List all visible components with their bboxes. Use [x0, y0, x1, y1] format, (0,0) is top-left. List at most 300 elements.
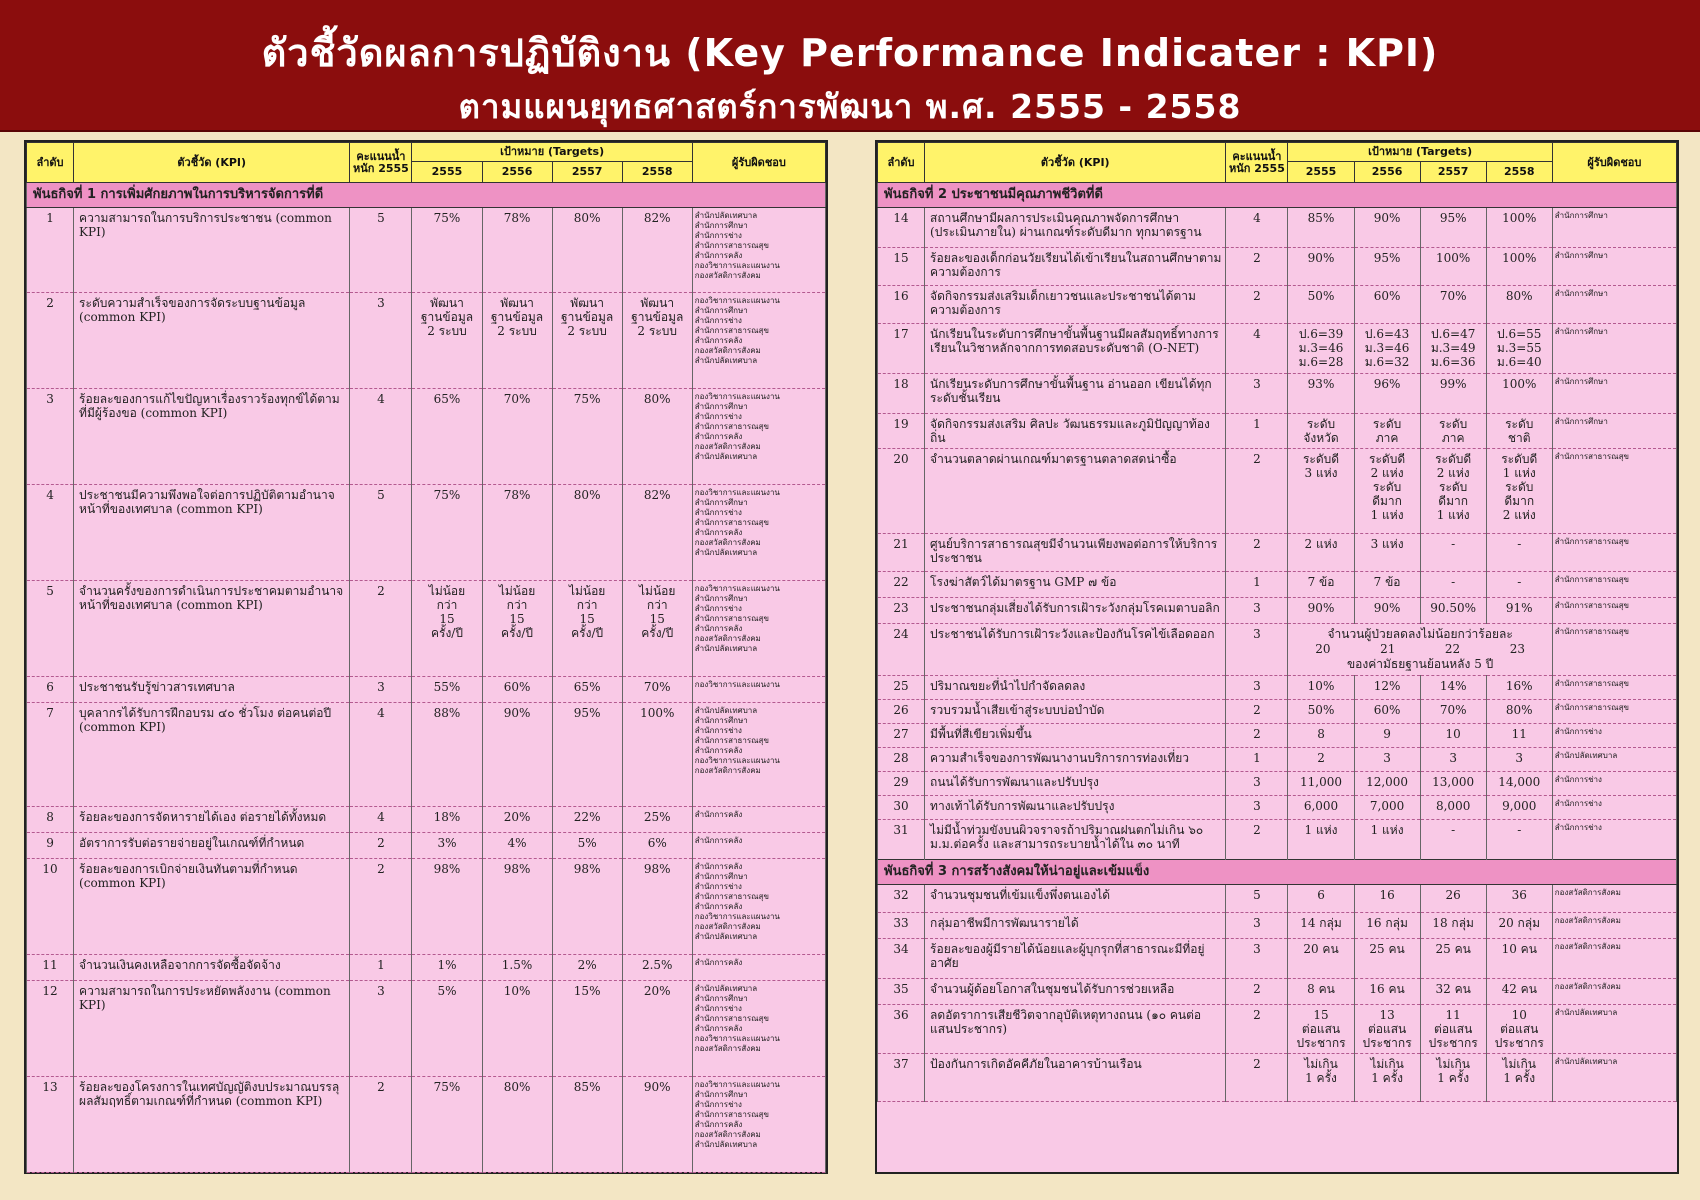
- row-number: 16: [878, 286, 925, 324]
- target-value: 75%: [412, 485, 482, 581]
- kpi-name: มีพื้นที่สีเขียวเพิ่มขึ้น: [925, 724, 1226, 748]
- kpi-name: ศูนย์บริการสาธารณสุขมีจำนวนเพียงพอต่อการให้บริการประชาชน: [925, 534, 1226, 572]
- weight-value: 4: [350, 703, 412, 807]
- target-value: 32 คน: [1420, 979, 1486, 1005]
- weight-value: 2: [1226, 1054, 1288, 1102]
- target-value: 50%: [1288, 700, 1354, 724]
- target-value: 11: [1486, 724, 1552, 748]
- target-value: 18 กลุ่ม: [1420, 913, 1486, 939]
- responsible-unit: กองวิชาการและแผนงาน สำนักการศึกษา สำนักการช่าง สำนักการสาธารณสุข สำนักการคลัง กองสวัสดิการสังคม สำนักปลัดเทศบาล: [692, 389, 825, 485]
- row-number: 24: [878, 624, 925, 676]
- responsible-unit: กองสวัสดิการสังคม: [1552, 939, 1676, 979]
- target-value: 20%: [622, 981, 692, 1077]
- table-row: [878, 979, 1677, 1005]
- table-row: [27, 581, 826, 677]
- target-value: 14,000: [1486, 772, 1552, 796]
- target-value: 90%: [1354, 208, 1420, 248]
- target-value: 2 แห่ง: [1288, 534, 1354, 572]
- responsible-unit: สำนักปลัดเทศบาล สำนักการศึกษา สำนักการช่าง สำนักการสาธารณสุข สำนักการคลัง กองวิชาการและแผนงาน กองสวัสดิการสังคม: [692, 981, 825, 1077]
- table-row: [27, 833, 826, 859]
- mission-row: [878, 860, 1677, 885]
- weight-value: 5: [1226, 885, 1288, 913]
- responsible-unit: สำนักการช่าง: [1552, 820, 1676, 860]
- table-row: [878, 676, 1677, 700]
- target-value: 4%: [482, 833, 552, 859]
- weight-value: 3: [1226, 796, 1288, 820]
- column-header-weight: คะแนนน้ำหนัก 2555: [1226, 143, 1288, 183]
- target-value: -: [1486, 572, 1552, 598]
- target-value: 98%: [622, 859, 692, 955]
- responsible-unit: สำนักการศึกษา: [1552, 208, 1676, 248]
- target-value: 16%: [1486, 676, 1552, 700]
- row-number: 31: [878, 820, 925, 860]
- responsible-unit: สำนักการสาธารณสุข: [1552, 534, 1676, 572]
- table-row: [878, 286, 1677, 324]
- column-header-responsible: ผู้รับผิดชอบ: [692, 143, 825, 183]
- weight-value: 3: [350, 981, 412, 1077]
- target-value: 100%: [1486, 208, 1552, 248]
- kpi-name: ประชาชนมีความพึงพอใจต่อการปฏิบัติตามอำนาจหน้าที่ของเทศบาล (common KPI): [74, 485, 350, 581]
- row-number: 37: [878, 1054, 925, 1102]
- weight-value: 2: [1226, 449, 1288, 534]
- kpi-name: ร้อยละของการเบิกจ่ายเงินทันตามที่กำหนด (common KPI): [74, 859, 350, 955]
- table-row: [878, 324, 1677, 374]
- kpi-name: ระดับความสำเร็จของการจัดระบบฐานข้อมูล (common KPI): [74, 293, 350, 389]
- target-value: 80%: [552, 208, 622, 293]
- target-value: 65%: [552, 677, 622, 703]
- target-value: 90%: [1288, 248, 1354, 286]
- target-value: 1 แห่ง: [1288, 820, 1354, 860]
- row-number: 17: [878, 324, 925, 374]
- kpi-name: ร้อยละของเด็กก่อนวัยเรียนได้เข้าเรียนในสถานศึกษาตามความต้องการ: [925, 248, 1226, 286]
- target-value: 9,000: [1486, 796, 1552, 820]
- weight-value: 2: [1226, 979, 1288, 1005]
- target-value: 2: [1288, 748, 1354, 772]
- row-number: 7: [27, 703, 74, 807]
- target-value: 55%: [412, 677, 482, 703]
- target-value: 75%: [552, 389, 622, 485]
- weight-value: 3: [1226, 598, 1288, 624]
- row-number: 9: [27, 833, 74, 859]
- target-value: 20 กลุ่ม: [1486, 913, 1552, 939]
- weight-value: 1: [350, 955, 412, 981]
- target-value: 7 ข้อ: [1288, 572, 1354, 598]
- responsible-unit: สำนักการศึกษา: [1552, 324, 1676, 374]
- target-value: 1%: [412, 955, 482, 981]
- target-value: -: [1420, 572, 1486, 598]
- target-value: ระดับ ชาติ: [1486, 414, 1552, 449]
- weight-value: 4: [1226, 208, 1288, 248]
- table-row: [27, 208, 826, 293]
- row-number: 36: [878, 1005, 925, 1054]
- target-value: 25 คน: [1354, 939, 1420, 979]
- target-value: 6: [1288, 885, 1354, 913]
- table-row: [27, 293, 826, 389]
- table-row: [27, 677, 826, 703]
- responsible-unit: สำนักปลัดเทศบาล สำนักการศึกษา สำนักการช่าง สำนักการสาธารณสุข สำนักการคลัง กองวิชาการและแผนงาน กองสวัสดิการสังคม: [692, 703, 825, 807]
- target-value: 85%: [1288, 208, 1354, 248]
- target-value: 80%: [552, 485, 622, 581]
- responsible-unit: สำนักการคลัง สำนักการศึกษา สำนักการช่าง สำนักการสาธารณสุข สำนักการคลัง กองวิชาการและแผนงาน กองสวัสดิการสังคม สำนักปลัดเทศบาล: [692, 859, 825, 955]
- table-row: [878, 572, 1677, 598]
- table-row: [878, 820, 1677, 860]
- table-row: [27, 955, 826, 981]
- kpi-name: ถนนได้รับการพัฒนาและปรับปรุง: [925, 772, 1226, 796]
- row-number: 15: [878, 248, 925, 286]
- target-value: 2%: [552, 955, 622, 981]
- responsible-unit: สำนักปลัดเทศบาล: [1552, 1054, 1676, 1102]
- table-row: [878, 208, 1677, 248]
- target-value: 90%: [1288, 598, 1354, 624]
- responsible-unit: สำนักการศึกษา: [1552, 374, 1676, 414]
- target-value: 82%: [622, 208, 692, 293]
- target-value: ระดับดี 3 แห่ง: [1288, 449, 1354, 534]
- kpi-name: กลุ่มอาชีพมีการพัฒนารายได้: [925, 913, 1226, 939]
- row-number: 21: [878, 534, 925, 572]
- target-value: 70%: [622, 677, 692, 703]
- target-value: 10: [1420, 724, 1486, 748]
- target-value: 12,000: [1354, 772, 1420, 796]
- row-number: 2: [27, 293, 74, 389]
- target-value: 16 กลุ่ม: [1354, 913, 1420, 939]
- target-value: 25%: [622, 807, 692, 833]
- target-value: 3%: [412, 833, 482, 859]
- kpi-table: [877, 142, 1677, 1102]
- table-row: [27, 981, 826, 1077]
- target-value: 2.5%: [622, 955, 692, 981]
- responsible-unit: กองสวัสดิการสังคม: [1552, 979, 1676, 1005]
- kpi-name: โรงฆ่าสัตว์ได้มาตรฐาน GMP ๗ ข้อ: [925, 572, 1226, 598]
- target-value: 6%: [622, 833, 692, 859]
- kpi-name: จำนวนชุมชนที่เข้มแข็งพึ่งตนเองได้: [925, 885, 1226, 913]
- row-number: 3: [27, 389, 74, 485]
- target-value: ระดับดี 2 แห่ง ระดับ ดีมาก 1 แห่ง: [1354, 449, 1420, 534]
- row-number: 10: [27, 859, 74, 955]
- responsible-unit: สำนักการสาธารณสุข: [1552, 598, 1676, 624]
- weight-value: 2: [1226, 1005, 1288, 1054]
- target-value: -: [1486, 820, 1552, 860]
- column-header-year: 2558: [1486, 162, 1552, 183]
- table-row: [878, 772, 1677, 796]
- target-value: 5%: [552, 833, 622, 859]
- target-value: 98%: [552, 859, 622, 955]
- weight-value: 4: [350, 807, 412, 833]
- table-row: [878, 913, 1677, 939]
- target-value: พัฒนา ฐานข้อมูล 2 ระบบ: [622, 293, 692, 389]
- target-value: 75%: [412, 208, 482, 293]
- target-value: 80%: [622, 389, 692, 485]
- target-value: 22: [1444, 642, 1461, 656]
- target-value: 3: [1354, 748, 1420, 772]
- target-value: 85%: [552, 1077, 622, 1173]
- responsible-unit: สำนักปลัดเทศบาล สำนักการศึกษา สำนักการช่าง สำนักการสาธารณสุข สำนักการคลัง กองวิชาการและแผนงาน กองสวัสดิการสังคม: [692, 208, 825, 293]
- weight-value: 4: [1226, 324, 1288, 374]
- row-number: 6: [27, 677, 74, 703]
- responsible-unit: สำนักการคลัง: [692, 955, 825, 981]
- target-value: 70%: [1420, 286, 1486, 324]
- target-value: -: [1420, 534, 1486, 572]
- weight-value: 1: [1226, 572, 1288, 598]
- mission-row: [27, 183, 826, 208]
- row-number: 27: [878, 724, 925, 748]
- target-value: 70%: [1420, 700, 1486, 724]
- kpi-name: ประชาชนรับรู้ข่าวสารเทศบาล: [74, 677, 350, 703]
- kpi-name: ความสามารถในการบริการประชาชน (common KPI): [74, 208, 350, 293]
- row-number: 14: [878, 208, 925, 248]
- responsible-unit: สำนักการสาธารณสุข: [1552, 676, 1676, 700]
- target-value: พัฒนา ฐานข้อมูล 2 ระบบ: [412, 293, 482, 389]
- table-row: [27, 389, 826, 485]
- row-number: 5: [27, 581, 74, 677]
- target-value: 10 คน: [1486, 939, 1552, 979]
- weight-value: 3: [1226, 939, 1288, 979]
- table-row: [878, 1005, 1677, 1054]
- table-row: [878, 598, 1677, 624]
- kpi-name: จำนวนครั้งของการดำเนินการประชาคมตามอำนาจหน้าที่ของเทศบาล (common KPI): [74, 581, 350, 677]
- kpi-table-left: [24, 140, 828, 1174]
- target-value: 26: [1420, 885, 1486, 913]
- kpi-name: ร้อยละของการจัดหารายได้เอง ต่อรายได้ทั้งหมด: [74, 807, 350, 833]
- row-number: 33: [878, 913, 925, 939]
- kpi-name: จัดกิจกรรมส่งเสริม ศิลปะ วัฒนธรรมและภูมิปัญญาท้องถิ่น: [925, 414, 1226, 449]
- column-header-year: 2555: [1288, 162, 1354, 183]
- weight-value: 2: [1226, 286, 1288, 324]
- table-row: [878, 724, 1677, 748]
- table-row: [878, 248, 1677, 286]
- table-row: [878, 1054, 1677, 1102]
- target-value: 1.5%: [482, 955, 552, 981]
- target-value: 8 คน: [1288, 979, 1354, 1005]
- target-value: ป.6=47 ม.3=49 ม.6=36: [1420, 324, 1486, 374]
- target-value: 95%: [1354, 248, 1420, 286]
- weight-value: 5: [350, 485, 412, 581]
- row-number: 30: [878, 796, 925, 820]
- target-value: 75%: [412, 1077, 482, 1173]
- target-value: 60%: [1354, 286, 1420, 324]
- kpi-name: สถานศึกษามีผลการประเมินคุณภาพจัดการศึกษา (ประเมินภายใน) ผ่านเกณฑ์ระดับดีมาก ทุกมาตรฐาน: [925, 208, 1226, 248]
- target-note-top: จำนวนผู้ป่วยลดลงไม่น้อยกว่าร้อยละ: [1327, 627, 1513, 641]
- target-value: 7,000: [1354, 796, 1420, 820]
- kpi-name: ปริมาณขยะที่นำไปกำจัดลดลง: [925, 676, 1226, 700]
- target-value: 6,000: [1288, 796, 1354, 820]
- target-value: 25 คน: [1420, 939, 1486, 979]
- target-value: 14 กลุ่ม: [1288, 913, 1354, 939]
- table-row: [878, 748, 1677, 772]
- weight-value: 2: [1226, 820, 1288, 860]
- kpi-name: จัดกิจกรรมส่งเสริมเด็กเยาวชนและประชาชนได้ตามความต้องการ: [925, 286, 1226, 324]
- responsible-unit: สำนักการศึกษา: [1552, 248, 1676, 286]
- target-value: 16: [1354, 885, 1420, 913]
- target-value: 18%: [412, 807, 482, 833]
- kpi-name: นักเรียนในระดับการศึกษาขั้นพื้นฐานมีผลสัมฤทธิ์ทางการเรียนในวิชาหลักจากการทดสอบระดับชาติ (O-NET): [925, 324, 1226, 374]
- target-value: 20 คน: [1288, 939, 1354, 979]
- weight-value: 3: [1226, 772, 1288, 796]
- table-row: [878, 414, 1677, 449]
- responsible-unit: สำนักการศึกษา: [1552, 286, 1676, 324]
- target-value: 90.50%: [1420, 598, 1486, 624]
- table-row: [27, 485, 826, 581]
- target-value: ไม่เกิน 1 ครั้ง: [1354, 1054, 1420, 1102]
- target-value: 80%: [1486, 700, 1552, 724]
- row-number: 23: [878, 598, 925, 624]
- target-value: 90%: [1354, 598, 1420, 624]
- target-value: 100%: [622, 703, 692, 807]
- kpi-name: ทางเท้าได้รับการพัฒนาและปรับปรุง: [925, 796, 1226, 820]
- row-number: 13: [27, 1077, 74, 1173]
- responsible-unit: กองวิชาการและแผนงาน สำนักการศึกษา สำนักการช่าง สำนักการสาธารณสุข สำนักการคลัง กองสวัสดิการสังคม สำนักปลัดเทศบาล: [692, 485, 825, 581]
- target-value: พัฒนา ฐานข้อมูล 2 ระบบ: [552, 293, 622, 389]
- kpi-table-right: [875, 140, 1679, 1174]
- target-value: 20: [1315, 642, 1331, 656]
- responsible-unit: กองวิชาการและแผนงาน สำนักการศึกษา สำนักการช่าง สำนักการสาธารณสุข สำนักการคลัง กองสวัสดิการสังคม สำนักปลัดเทศบาล: [692, 293, 825, 389]
- target-value: ไม่น้อย กว่า 15 ครั้ง/ปี: [622, 581, 692, 677]
- kpi-table: [26, 142, 826, 1173]
- target-value: 7 ข้อ: [1354, 572, 1420, 598]
- target-value: 10 ต่อแสน ประชากร: [1486, 1005, 1552, 1054]
- weight-value: 2: [350, 581, 412, 677]
- responsible-unit: สำนักปลัดเทศบาล: [1552, 1005, 1676, 1054]
- target-value: 78%: [482, 485, 552, 581]
- kpi-name: ลดอัตราการเสียชีวิตจากอุบัติเหตุทางถนน (๑๐ คนต่อแสนประชากร): [925, 1005, 1226, 1054]
- row-number: 20: [878, 449, 925, 534]
- kpi-name: ไม่มีน้ำท่วมขังบนผิวจราจรถ้าปริมาณฝนตกไม่เกิน ๖๐ ม.ม.ต่อครั้ง และสามารถระบายน้ำได้ใน ๓๐ นาที: [925, 820, 1226, 860]
- responsible-unit: กองสวัสดิการสังคม: [1552, 885, 1676, 913]
- row-number: 34: [878, 939, 925, 979]
- target-value: ไม่เกิน 1 ครั้ง: [1288, 1054, 1354, 1102]
- row-number: 29: [878, 772, 925, 796]
- kpi-name: ความสามารถในการประหยัดพลังงาน (common KPI): [74, 981, 350, 1077]
- mission-heading: พันธกิจที่ 1 การเพิ่มศักยภาพในการบริหารจัดการที่ดี: [27, 183, 826, 208]
- kpi-name: นักเรียนระดับการศึกษาขั้นพื้นฐาน อ่านออก เขียนได้ทุกระดับชั้นเรียน: [925, 374, 1226, 414]
- target-value: 3: [1420, 748, 1486, 772]
- target-value: 11,000: [1288, 772, 1354, 796]
- target-value: 21: [1380, 642, 1396, 656]
- target-value: 78%: [482, 208, 552, 293]
- row-number: 11: [27, 955, 74, 981]
- table-row: [27, 1077, 826, 1173]
- column-header-year: 2555: [412, 162, 482, 183]
- target-value: 15 ต่อแสน ประชากร: [1288, 1005, 1354, 1054]
- target-value: 22%: [552, 807, 622, 833]
- column-header-kpi: ตัวชี้วัด (KPI): [74, 143, 350, 183]
- target-value: 93%: [1288, 374, 1354, 414]
- target-value: 80%: [1486, 286, 1552, 324]
- responsible-unit: สำนักการสาธารณสุข: [1552, 449, 1676, 534]
- weight-value: 2: [1226, 700, 1288, 724]
- weight-value: 3: [1226, 676, 1288, 700]
- weight-value: 2: [350, 833, 412, 859]
- responsible-unit: กองสวัสดิการสังคม: [1552, 913, 1676, 939]
- target-value: 11 ต่อแสน ประชากร: [1420, 1005, 1486, 1054]
- target-value: 82%: [622, 485, 692, 581]
- target-value: 99%: [1420, 374, 1486, 414]
- row-number: 26: [878, 700, 925, 724]
- target-value: 23: [1509, 642, 1525, 656]
- target-value: 5%: [412, 981, 482, 1077]
- table-row: [878, 624, 1677, 676]
- target-value: ป.6=55 ม.3=55 ม.6=40: [1486, 324, 1552, 374]
- target-value: 100%: [1486, 374, 1552, 414]
- weight-value: 4: [350, 389, 412, 485]
- target-value: 20%: [482, 807, 552, 833]
- weight-value: 5: [350, 208, 412, 293]
- mission-row: [878, 183, 1677, 208]
- target-value: 3: [1486, 748, 1552, 772]
- row-number: 12: [27, 981, 74, 1077]
- target-value: 70%: [482, 389, 552, 485]
- target-value: 8,000: [1420, 796, 1486, 820]
- kpi-name: อัตราการรับต่อรายจ่ายอยู่ในเกณฑ์ที่กำหนด: [74, 833, 350, 859]
- target-value: 10%: [1288, 676, 1354, 700]
- kpi-name: ร้อยละของการแก้ไขปัญหาเรื่องราวร้องทุกข์ได้ตามที่มีผู้ร้องขอ (common KPI): [74, 389, 350, 485]
- target-value: 90%: [482, 703, 552, 807]
- row-number: 19: [878, 414, 925, 449]
- responsible-unit: สำนักการช่าง: [1552, 724, 1676, 748]
- row-number: 22: [878, 572, 925, 598]
- target-value: 98%: [482, 859, 552, 955]
- target-value: 88%: [412, 703, 482, 807]
- target-value: 98%: [412, 859, 482, 955]
- target-value: ไม่เกิน 1 ครั้ง: [1420, 1054, 1486, 1102]
- column-header-no: ลำดับ: [878, 143, 925, 183]
- kpi-name: ประชาชนได้รับการเฝ้าระวังและป้องกันโรคไข้เลือดออก: [925, 624, 1226, 676]
- page-subtitle: ตามแผนยุทธศาสตร์การพัฒนา พ.ศ. 2555 - 2558: [458, 87, 1242, 126]
- kpi-name: บุคลากรได้รับการฝึกอบรม ๔๐ ชั่วโมง ต่อคนต่อปี (common KPI): [74, 703, 350, 807]
- kpi-name: ประชาชนกลุ่มเสี่ยงได้รับการเฝ้าระวังกลุ่มโรคเมตาบอลิก: [925, 598, 1226, 624]
- responsible-unit: สำนักการช่าง: [1552, 772, 1676, 796]
- target-value: -: [1420, 820, 1486, 860]
- target-value: ไม่เกิน 1 ครั้ง: [1486, 1054, 1552, 1102]
- target-note-bottom: ของค่ามัธยฐานย้อนหลัง 5 ปี: [1346, 657, 1494, 671]
- target-value: ป.6=43 ม.3=46 ม.6=32: [1354, 324, 1420, 374]
- target-values: [1290, 642, 1549, 657]
- column-header-weight: คะแนนน้ำหนัก 2555: [350, 143, 412, 183]
- weight-value: 3: [1226, 374, 1288, 414]
- kpi-name: ร้อยละของผู้มีรายได้น้อยและผู้บุกรุกที่สาธารณะมีที่อยู่อาศัย: [925, 939, 1226, 979]
- target-value: 95%: [552, 703, 622, 807]
- table-row: [878, 700, 1677, 724]
- target-value: 100%: [1420, 248, 1486, 286]
- target-value: ไม่น้อย กว่า 15 ครั้ง/ปี: [552, 581, 622, 677]
- responsible-unit: กองวิชาการและแผนงาน สำนักการศึกษา สำนักการช่าง สำนักการสาธารณสุข สำนักการคลัง กองสวัสดิการสังคม สำนักปลัดเทศบาล: [692, 1077, 825, 1173]
- weight-value: 2: [1226, 724, 1288, 748]
- weight-value: 3: [1226, 913, 1288, 939]
- mission-heading: พันธกิจที่ 3 การสร้างสังคมให้น่าอยู่และเข้มแข็ง: [878, 860, 1677, 885]
- row-number: 25: [878, 676, 925, 700]
- target-value: ป.6=39 ม.3=46 ม.6=28: [1288, 324, 1354, 374]
- target-value: 12%: [1354, 676, 1420, 700]
- kpi-name: จำนวนเงินคงเหลือจากการจัดซื้อจัดจ้าง: [74, 955, 350, 981]
- weight-value: 1: [1226, 414, 1288, 449]
- kpi-name: ความสำเร็จของการพัฒนางานบริการการท่องเที่ยว: [925, 748, 1226, 772]
- table-row: [878, 939, 1677, 979]
- weight-value: 2: [1226, 534, 1288, 572]
- target-value: 14%: [1420, 676, 1486, 700]
- responsible-unit: สำนักการสาธารณสุข: [1552, 700, 1676, 724]
- responsible-unit: สำนักการสาธารณสุข: [1552, 624, 1676, 676]
- target-value: 60%: [1354, 700, 1420, 724]
- table-row: [878, 885, 1677, 913]
- target-value: 96%: [1354, 374, 1420, 414]
- weight-value: 1: [1226, 748, 1288, 772]
- target-value: -: [1486, 534, 1552, 572]
- merged-target-cell: [1288, 624, 1552, 676]
- target-value: 16 คน: [1354, 979, 1420, 1005]
- target-value: 91%: [1486, 598, 1552, 624]
- column-header-year: 2558: [622, 162, 692, 183]
- target-value: ระดับ ภาค: [1354, 414, 1420, 449]
- column-header-no: ลำดับ: [27, 143, 74, 183]
